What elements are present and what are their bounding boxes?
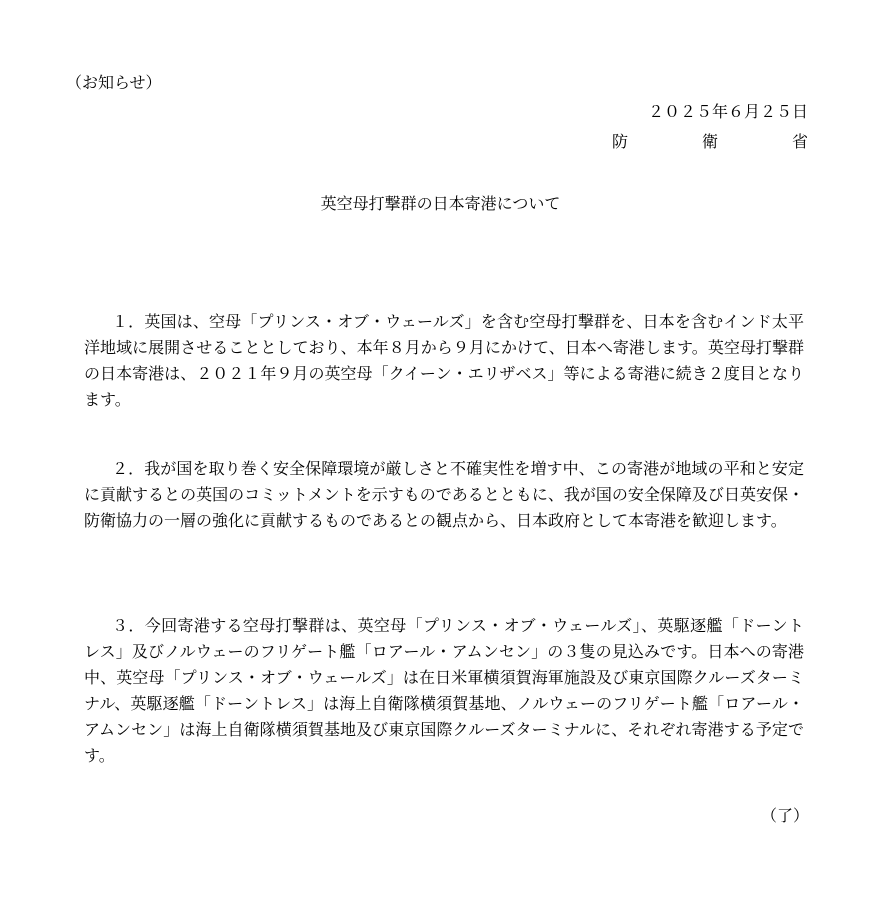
document-title: 英空母打撃群の日本寄港について	[320, 194, 561, 213]
closing-mark: （了）	[760, 806, 809, 825]
paragraph-1: １．英国は、空母「プリンス・オブ・ウェールズ」を含む空母打撃群を、日本を含むインド太平洋地域に展開させることとしており、本年８月から９月にかけて、日本へ寄港します。英空母打撃群の日本寄港は、２０２１年９月の英空母「クイーン・エリザベス」等による寄港に続き２度目となります。	[84, 312, 804, 409]
issuer-char: 衛	[701, 132, 718, 151]
paragraph-3: ３．今回寄港する空母打撃群は、英空母「プリンス・オブ・ウェールズ」、英駆逐艦「ドーントレス」及びノルウェーのフリゲート艦「ロアール・アムンセン」の３隻の見込みです。日本への寄港中、英空母「プリンス・オブ・ウェールズ」は在日米軍横須賀海軍施設及び東京国際クルーズターミナル、英駆逐艦「ドーントレス」は海上自衛隊横須賀基地、ノルウェーのフリゲート艦「ロアール・アムンセン」は海上自衛隊横須賀基地及び東京国際クルーズターミナルに、それぞれ寄港する予定です。	[84, 616, 804, 765]
release-date: ２０２５年６月２５日	[647, 102, 808, 121]
notice-label: （お知らせ）	[66, 73, 162, 92]
paragraph-2: ２．我が国を取り巻く安全保障環境が厳しさと不確実性を増す中、この寄港が地域の平和と安定に貢献するとの英国のコミットメントを示すものであるとともに、我が国の安全保障及び日英安保・防衛協力の一層の強化に貢献するものであるとの観点から、日本政府として本寄港を歓迎します。	[84, 459, 804, 530]
issuing-ministry	[612, 129, 808, 152]
issuer-char: 防	[612, 132, 629, 151]
issuer-char: 省	[791, 132, 808, 151]
